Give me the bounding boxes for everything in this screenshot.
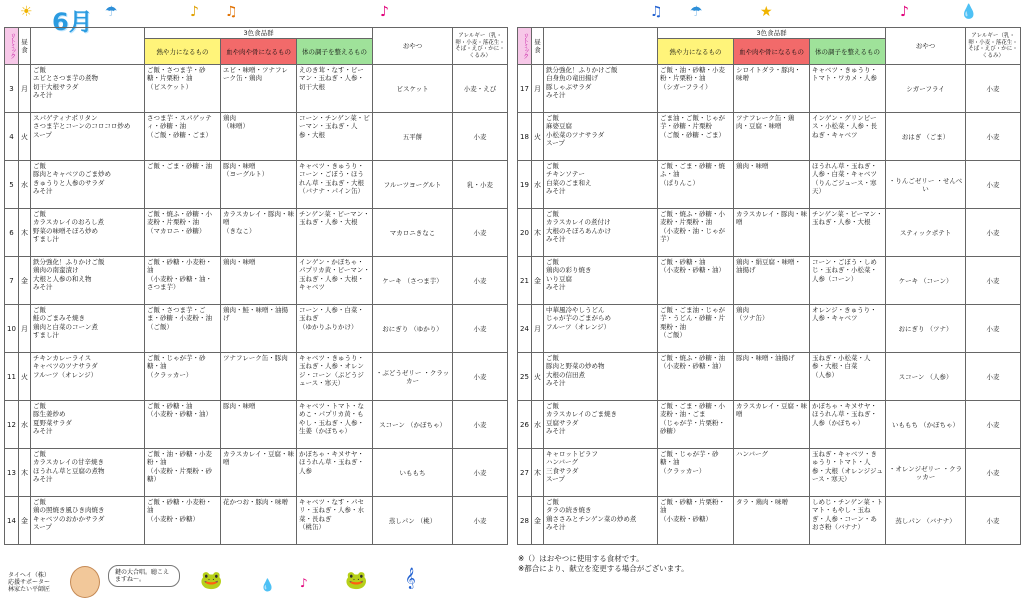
music-note-icon: ♫ bbox=[650, 4, 663, 20]
music-note-icon: ♪ bbox=[380, 4, 389, 20]
menu-header bbox=[544, 28, 658, 65]
allergy-cell: 乳・小麦 bbox=[453, 161, 508, 209]
weekday-cell: 月 bbox=[532, 305, 544, 353]
day-cell: 18 bbox=[518, 113, 532, 161]
allergy-cell: 小麦 bbox=[453, 449, 508, 497]
table-row bbox=[5, 353, 508, 401]
body-cell: 玉ねぎ・キャベツ・きゅうり・トマト・人参・大根（オレンジジュース・寒天） bbox=[810, 449, 886, 497]
snack-cell: 蒸しパン （桃） bbox=[373, 497, 453, 545]
sponsor-line: 林家たい平師匠 bbox=[8, 586, 51, 593]
snack-header: おやつ bbox=[886, 28, 966, 65]
day-cell: 17 bbox=[518, 65, 532, 113]
snack-cell: フルーツヨーグルト bbox=[373, 161, 453, 209]
weekday-cell: 月 bbox=[532, 65, 544, 113]
table-row bbox=[518, 113, 1021, 161]
weekday-cell: 火 bbox=[532, 113, 544, 161]
snack-cell: おにぎり （ゆかり） bbox=[373, 305, 453, 353]
day-cell: 3 bbox=[5, 65, 19, 113]
table-row bbox=[518, 353, 1021, 401]
lunch-header: 昼食 bbox=[532, 28, 544, 65]
snack-cell: スコーン （人参） bbox=[886, 353, 966, 401]
menu-cell: ご飯 鮭のごまみそ焼き 鶏肉と白菜のコーン煮 すまし汁 bbox=[31, 305, 145, 353]
treble-clef-icon: 𝄞 bbox=[405, 568, 416, 589]
raindrop-icon: 💧 bbox=[960, 4, 978, 20]
day-cell: 24 bbox=[518, 305, 532, 353]
table-row bbox=[5, 257, 508, 305]
snack-cell: ビスケット bbox=[373, 65, 453, 113]
day-cell: 20 bbox=[518, 209, 532, 257]
allergy-cell: 小麦 bbox=[966, 257, 1021, 305]
table-row bbox=[518, 305, 1021, 353]
blood-cell: シロイトダラ・豚肉・味噌 bbox=[734, 65, 810, 113]
table-row bbox=[518, 401, 1021, 449]
energy-cell: ご飯・砂糖・油 （小麦粉・砂糖・油） bbox=[658, 257, 734, 305]
table-row bbox=[518, 257, 1021, 305]
menu-cell: 鉄分強化！ふりかけご飯 鶏肉の南蛮漬け 大根と人参の和え物 みそ汁 bbox=[31, 257, 145, 305]
energy-cell: ご飯・さつま芋・砂糖・片栗粉・油 （ビスケット） bbox=[145, 65, 221, 113]
snack-header: おやつ bbox=[373, 28, 453, 65]
blood-cell: カラスカレイ・豆腐・味噌 bbox=[734, 401, 810, 449]
snack-cell: いももち bbox=[373, 449, 453, 497]
energy-cell: ごま油・ご飯・じゃが芋・砂糖・片栗粉 （ご飯・砂糖・ごま） bbox=[658, 113, 734, 161]
table-row bbox=[5, 401, 508, 449]
umbrella-icon: ☂ bbox=[690, 4, 703, 20]
weekday-cell: 水 bbox=[532, 401, 544, 449]
allergy-cell: 小麦 bbox=[453, 113, 508, 161]
food-group-header: 3色食品群 bbox=[658, 28, 886, 39]
menu-cell: ご飯 豚生姜炒め 夏野菜サラダ みそ汁 bbox=[31, 401, 145, 449]
allergy-cell: 小麦 bbox=[966, 305, 1021, 353]
sponsor-line: 応援サポーター bbox=[8, 579, 51, 586]
energy-cell: ご飯・焼ふ・砂糖・小麦粉・片栗粉・油 （マカロニ・砂糖） bbox=[145, 209, 221, 257]
table-row bbox=[518, 209, 1021, 257]
blood-cell: 鶏肉 （味噌） bbox=[221, 113, 297, 161]
energy-header: 熱や力になるもの bbox=[145, 39, 221, 65]
blood-cell: 鶏肉・絹豆腐・味噌・油揚げ bbox=[734, 257, 810, 305]
blood-cell: カラスカレイ・豆腐・味噌 bbox=[221, 449, 297, 497]
energy-header: 熱や力になるもの bbox=[658, 39, 734, 65]
body-cell: インゲン・グリンピース・小松菜・人参・長ねぎ・キャベツ bbox=[810, 113, 886, 161]
music-note-icon: ♪ bbox=[190, 4, 199, 20]
blood-cell: エビ・味噌・ツナフレーク缶・鶏肉 bbox=[221, 65, 297, 113]
energy-cell: ご飯・油・砂糖・小麦粉・片栗粉・油 （シガーフライ） bbox=[658, 65, 734, 113]
menu-cell: 中華風冷やしうどん じゃが芋のごまがらめ フルーツ（オレンジ） bbox=[544, 305, 658, 353]
weekday-cell: 金 bbox=[532, 257, 544, 305]
energy-cell: ご飯・ごま・砂糖・小麦粉・油・ごま （じゃが芋・片栗粉・砂糖） bbox=[658, 401, 734, 449]
menu-cell: ご飯 鶏肉の彩り焼き いり豆腐 みそ汁 bbox=[544, 257, 658, 305]
blood-cell: カラスカレイ・豚肉・味噌 （きなこ） bbox=[221, 209, 297, 257]
energy-cell: ご飯・砂糖・油 （小麦粉・砂糖・油） bbox=[145, 401, 221, 449]
character-face-icon bbox=[70, 566, 100, 598]
snack-cell: ケーキ （さつま芋） bbox=[373, 257, 453, 305]
note-line-2: ※都合により、献立を変更する場合がございます。 bbox=[518, 564, 689, 573]
snack-cell: ・オレンジゼリー ・クラッカー bbox=[886, 449, 966, 497]
table-row bbox=[518, 449, 1021, 497]
snack-cell: スコーン （かぼちゃ） bbox=[373, 401, 453, 449]
energy-cell: ご飯・油・砂糖・小麦粉・油 （小麦粉・片栗粉・砂糖） bbox=[145, 449, 221, 497]
month-title: 6月 bbox=[52, 8, 93, 36]
menu-cell: スパゲティナポリタン さつま芋とコーンのコロコロ炒め スープ bbox=[31, 113, 145, 161]
body-cell: コーン・人参・白菜・玉ねぎ （ゆかりふりかけ） bbox=[297, 305, 373, 353]
day-cell: 28 bbox=[518, 497, 532, 545]
weekday-cell: 火 bbox=[19, 113, 31, 161]
energy-cell: ご飯・じゃが芋・砂糖・油 （クラッカー） bbox=[145, 353, 221, 401]
menu-cell: ご飯 豚肉とキャベツのごま炒め きゅうりと人参のサラダ みそ汁 bbox=[31, 161, 145, 209]
allergy-cell: 小麦 bbox=[966, 401, 1021, 449]
body-cell: コーン・チンゲン菜・ピーマン・玉ねぎ・人参・大根 bbox=[297, 113, 373, 161]
allergy-cell: 小麦 bbox=[966, 353, 1021, 401]
snack-cell: 蒸しパン （バナナ） bbox=[886, 497, 966, 545]
snack-cell: おはぎ （ごま） bbox=[886, 113, 966, 161]
snack-cell: スティックポテト bbox=[886, 209, 966, 257]
blood-cell: 豚肉・味噌 bbox=[221, 401, 297, 449]
day-cell: 21 bbox=[518, 257, 532, 305]
rhythmic-header: リトミック bbox=[518, 28, 532, 65]
weekday-cell: 木 bbox=[19, 449, 31, 497]
umbrella-icon: ☂ bbox=[105, 4, 118, 20]
day-cell: 5 bbox=[5, 161, 19, 209]
body-cell: キャベツ・なす・パセリ・玉ねぎ・人参・水菜・長ねぎ （桃缶） bbox=[297, 497, 373, 545]
body-cell: かぼちゃ・キヌサヤ・ほうれん草・玉ねぎ・人参 bbox=[297, 449, 373, 497]
blood-cell: ツナフレーク缶・鶏肉・豆腐・味噌 bbox=[734, 113, 810, 161]
energy-cell: ご飯・ごま油・じゃが芋・うどん・砂糖・片栗粉・油 （ご飯） bbox=[658, 305, 734, 353]
blood-cell: 鶏肉・味噌 bbox=[221, 257, 297, 305]
weekday-cell: 火 bbox=[19, 353, 31, 401]
menu-cell: キャロットピラフ ハンバーグ 三食サラダ スープ bbox=[544, 449, 658, 497]
music-note-icon: ♫ bbox=[225, 4, 238, 20]
table-row bbox=[5, 161, 508, 209]
day-cell: 4 bbox=[5, 113, 19, 161]
day-cell: 25 bbox=[518, 353, 532, 401]
menu-cell: 鉄分強化！ふりかけご飯 白身魚の竜田揚げ 豚しゃぶサラダ みそ汁 bbox=[544, 65, 658, 113]
day-cell: 26 bbox=[518, 401, 532, 449]
body-cell: えのき茸・なす・ピーマン・玉ねぎ・人参・切干大根 bbox=[297, 65, 373, 113]
frog-icon: 🐸 bbox=[200, 570, 223, 591]
energy-cell: ご飯・砂糖・小麦粉・油 （小麦粉・砂糖・油・さつま芋） bbox=[145, 257, 221, 305]
menu-cell: ご飯 エビとさつま芋の煮物 切干大根サラダ みそ汁 bbox=[31, 65, 145, 113]
allergy-cell: 小麦 bbox=[453, 497, 508, 545]
table-row bbox=[5, 449, 508, 497]
body-cell: チンゲン菜・ピーマン・玉ねぎ・人参・大根 bbox=[810, 209, 886, 257]
menu-cell: ご飯 鶏の照焼き風ひき肉焼き キャベツのおかかサラダ スープ bbox=[31, 497, 145, 545]
table-row bbox=[5, 113, 508, 161]
allergy-cell: 小麦 bbox=[453, 353, 508, 401]
day-cell: 27 bbox=[518, 449, 532, 497]
allergy-cell: 小麦 bbox=[966, 161, 1021, 209]
allergy-cell: 小麦 bbox=[453, 305, 508, 353]
frog-icon: 🐸 bbox=[345, 570, 368, 591]
body-cell: しめじ・チンゲン菜・トマト・もやし・玉ねぎ・人参・コーン・あおさ粉（バナナ） bbox=[810, 497, 886, 545]
weekday-cell: 月 bbox=[19, 65, 31, 113]
weekday-cell: 木 bbox=[532, 209, 544, 257]
weekday-cell: 水 bbox=[19, 161, 31, 209]
allergy-cell: 小麦 bbox=[966, 113, 1021, 161]
menu-table-left bbox=[4, 27, 508, 545]
day-cell: 19 bbox=[518, 161, 532, 209]
body-cell: 玉ねぎ・小松菜・人参・大根・白菜 （人参） bbox=[810, 353, 886, 401]
day-cell: 7 bbox=[5, 257, 19, 305]
day-cell: 11 bbox=[5, 353, 19, 401]
table-row bbox=[518, 65, 1021, 113]
lunch-header: 昼食 bbox=[19, 28, 31, 65]
menu-cell: ご飯 麻婆豆腐 小松菜のツナサラダ スープ bbox=[544, 113, 658, 161]
blood-cell: 鶏肉・鮭・味噌・油揚げ bbox=[221, 305, 297, 353]
snack-cell: マカロニきなこ bbox=[373, 209, 453, 257]
menu-cell: ご飯 タラの続き焼き 鶏ささみとチンゲン菜の炒め煮 みそ汁 bbox=[544, 497, 658, 545]
menu-cell: ご飯 豚肉と野菜の炒め物 大根の信田煮 みそ汁 bbox=[544, 353, 658, 401]
body-cell: コーン・ごぼう・しめじ・玉ねぎ・小松菜・人参（コーン） bbox=[810, 257, 886, 305]
allergy-header: アレルギー（乳・卵・小麦・落花生・そば・えび・かに・くるみ） bbox=[966, 28, 1021, 65]
snack-cell: いももち （かぼちゃ） bbox=[886, 401, 966, 449]
allergy-cell: 小麦・えび bbox=[453, 65, 508, 113]
snack-cell: 五平餅 bbox=[373, 113, 453, 161]
weekday-cell: 金 bbox=[19, 497, 31, 545]
snack-cell: おにぎり （ツナ） bbox=[886, 305, 966, 353]
blood-cell: タラ・鶏肉・味噌 bbox=[734, 497, 810, 545]
blood-cell: 花かつお・豚肉・味噌 bbox=[221, 497, 297, 545]
allergy-cell: 小麦 bbox=[966, 209, 1021, 257]
footer-ad bbox=[0, 560, 512, 605]
body-cell: オレンジ・きゅうり・人参・キャベツ bbox=[810, 305, 886, 353]
table-row bbox=[5, 497, 508, 545]
energy-cell: ご飯・砂糖・小麦粉・油 （小麦粉・砂糖） bbox=[145, 497, 221, 545]
body-cell: かぼちゃ・キヌサヤ・ほうれん草・玉ねぎ・人参（かぼちゃ） bbox=[810, 401, 886, 449]
weekday-cell: 水 bbox=[532, 161, 544, 209]
snack-cell: ・りんごゼリー ・せんべい bbox=[886, 161, 966, 209]
allergy-cell: 小麦 bbox=[453, 209, 508, 257]
menu-cell: ご飯 カラスカレイの煮付け 大根のそぼろあんかけ みそ汁 bbox=[544, 209, 658, 257]
body-cell: キャベツ・きゅうり・コーン・ごぼう・ほうれん草・玉ねぎ・大根（バナナ・パイン缶） bbox=[297, 161, 373, 209]
speech-bubble: 鍵の大合唱。聴こえますね〜。 bbox=[108, 565, 180, 587]
raindrop-icon: 💧 bbox=[260, 578, 275, 592]
body-cell: キャベツ・きゅうり・トマト・ワカメ・人参 bbox=[810, 65, 886, 113]
blood-cell: 鶏肉・味噌 bbox=[734, 161, 810, 209]
day-cell: 13 bbox=[5, 449, 19, 497]
body-header: 体の調子を整えるもの bbox=[297, 39, 373, 65]
sun-icon: ☀ bbox=[20, 4, 33, 20]
day-cell: 14 bbox=[5, 497, 19, 545]
blood-cell: カラスカレイ・豚肉・味噌 bbox=[734, 209, 810, 257]
sponsor-text bbox=[8, 572, 50, 593]
blood-cell: 鶏肉 （ツナ缶） bbox=[734, 305, 810, 353]
menu-cell: ご飯 チキンソテー 白菜のごま和え みそ汁 bbox=[544, 161, 658, 209]
blood-header: 血や肉や骨になるもの bbox=[734, 39, 810, 65]
music-note-icon: ♪ bbox=[300, 576, 308, 590]
snack-cell: シガーフライ bbox=[886, 65, 966, 113]
weekday-cell: 火 bbox=[532, 353, 544, 401]
food-group-header: 3色食品群 bbox=[145, 28, 373, 39]
body-header: 体の調子を整えるもの bbox=[810, 39, 886, 65]
allergy-cell: 小麦 bbox=[453, 401, 508, 449]
table-row bbox=[518, 161, 1021, 209]
blood-cell: 豚肉・味噌 （ヨーグルト） bbox=[221, 161, 297, 209]
day-cell: 6 bbox=[5, 209, 19, 257]
energy-cell: ご飯・焼ふ・砂糖・小麦粉・片栗粉・油 （小麦粉・油・じゃが芋） bbox=[658, 209, 734, 257]
snack-cell: ・ぶどうゼリー ・クラッカー bbox=[373, 353, 453, 401]
allergy-cell: 小麦 bbox=[966, 65, 1021, 113]
snack-cell: ケーキ （コーン） bbox=[886, 257, 966, 305]
allergy-header: アレルギー（乳・卵・小麦・落花生・そば・えび・かに・くるみ） bbox=[453, 28, 508, 65]
energy-cell: ご飯・ごま・砂糖・焼ふ・油 （ぱりんこ） bbox=[658, 161, 734, 209]
table-row bbox=[5, 305, 508, 353]
menu-table-right bbox=[517, 27, 1021, 545]
body-cell: インゲン・かぼちゃ・パプリカ黄・ピーマン・玉ねぎ・人参・大根・キャベツ bbox=[297, 257, 373, 305]
table-row bbox=[518, 497, 1021, 545]
day-cell: 10 bbox=[5, 305, 19, 353]
body-cell: キャベツ・トマト・なめこ・パプリカ黄・もやし・玉ねぎ・人参・生姜（かぼちゃ） bbox=[297, 401, 373, 449]
table-row bbox=[5, 65, 508, 113]
menu-header bbox=[31, 28, 145, 65]
rhythmic-header: リトミック bbox=[5, 28, 19, 65]
music-note-icon: ♪ bbox=[900, 4, 909, 20]
footer-notes bbox=[518, 554, 689, 574]
allergy-cell: 小麦 bbox=[966, 497, 1021, 545]
menu-cell: ご飯 カラスカレイのごま焼き 豆腐サラダ みそ汁 bbox=[544, 401, 658, 449]
weekday-cell: 木 bbox=[19, 209, 31, 257]
weekday-cell: 金 bbox=[19, 257, 31, 305]
sponsor-line: タイヘイ（株） bbox=[8, 572, 50, 579]
weekday-cell: 金 bbox=[532, 497, 544, 545]
blood-cell: 豚肉・味噌・油揚げ bbox=[734, 353, 810, 401]
allergy-cell: 小麦 bbox=[966, 449, 1021, 497]
blood-cell: ツナフレーク缶・豚肉 bbox=[221, 353, 297, 401]
weekday-cell: 水 bbox=[19, 401, 31, 449]
weekday-cell: 月 bbox=[19, 305, 31, 353]
table-row bbox=[5, 209, 508, 257]
energy-cell: ご飯・さつま芋・ごま・砂糖・小麦粉・油 （ご飯） bbox=[145, 305, 221, 353]
body-cell: チンゲン菜・ピーマン・玉ねぎ・人参・大根 bbox=[297, 209, 373, 257]
star-icon: ★ bbox=[760, 4, 773, 20]
day-cell: 12 bbox=[5, 401, 19, 449]
weekday-cell: 木 bbox=[532, 449, 544, 497]
energy-cell: ご飯・砂糖・片栗粉・油 （小麦粉・砂糖） bbox=[658, 497, 734, 545]
energy-cell: ご飯・ごま・砂糖・油 bbox=[145, 161, 221, 209]
body-cell: キャベツ・きゅうり・玉ねぎ・人参・オレンジ・コーン（ぶどうジュース・寒天） bbox=[297, 353, 373, 401]
energy-cell: さつま芋・スパゲッティ・砂糖・油 （ご飯・砂糖・ごま） bbox=[145, 113, 221, 161]
note-line-1: ※（）はおやつに使用する食材です。 bbox=[518, 554, 644, 563]
energy-cell: ご飯・じゃが芋・砂糖・油 （クラッカー） bbox=[658, 449, 734, 497]
menu-cell: ご飯 カラスカレイの甘辛焼き ほうれん草と豆腐の煮物 みそ汁 bbox=[31, 449, 145, 497]
body-cell: ほうれん草・玉ねぎ・人参・白菜・キャベツ（りんごジュース・寒天） bbox=[810, 161, 886, 209]
menu-cell: ご飯 カラスカレイのおろし煮 野菜の味噌そぼろ炒め すまし汁 bbox=[31, 209, 145, 257]
allergy-cell: 小麦 bbox=[453, 257, 508, 305]
blood-header: 血や肉や骨になるもの bbox=[221, 39, 297, 65]
blood-cell: ハンバーグ bbox=[734, 449, 810, 497]
energy-cell: ご飯・焼ふ・砂糖・油 （小麦粉・砂糖・油） bbox=[658, 353, 734, 401]
menu-cell: チキンカレーライス キャベツのツナサラダ フルーツ（オレンジ） bbox=[31, 353, 145, 401]
